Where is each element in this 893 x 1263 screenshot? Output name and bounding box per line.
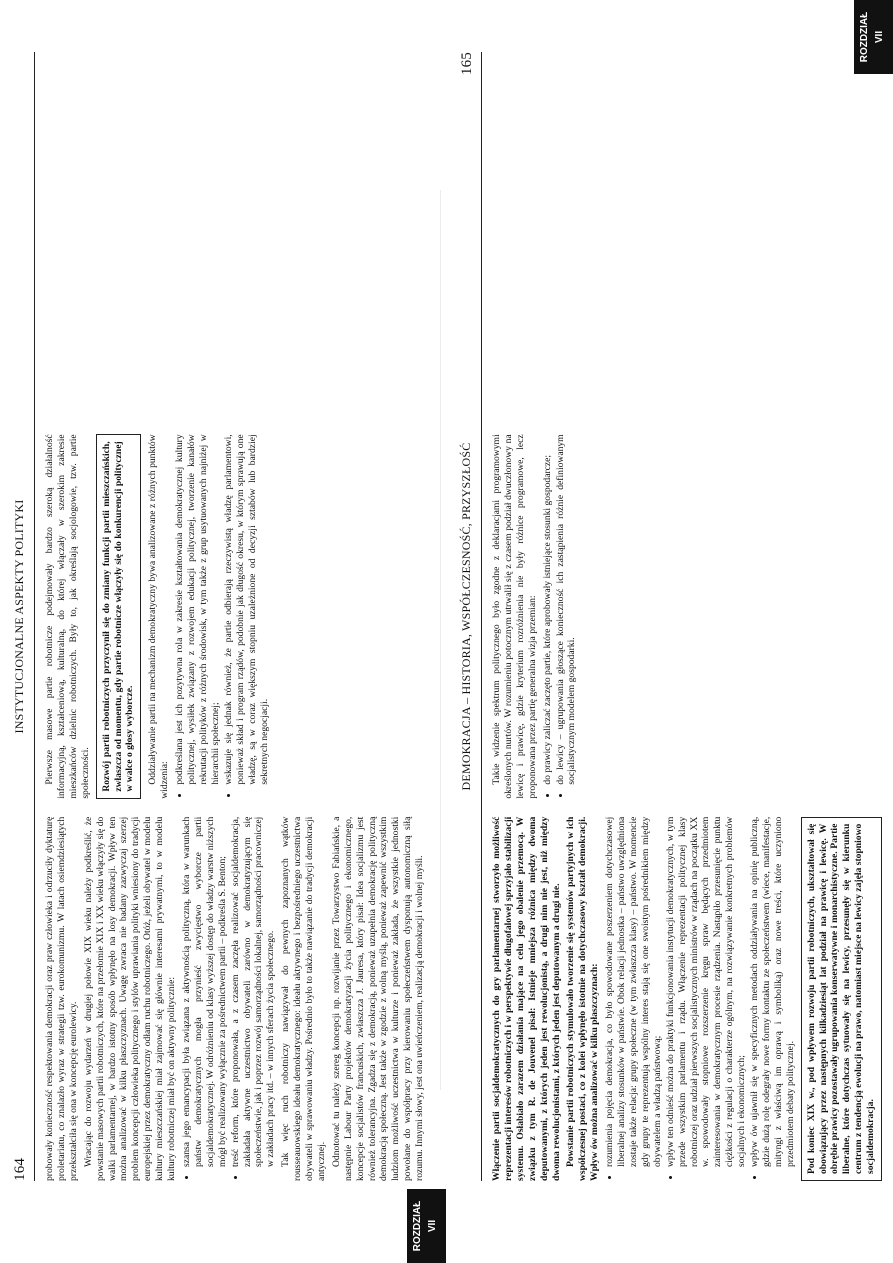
highlight-box: Rozwój partii robotniczych przyczynił się do zmiany funkcji partii mieszczańskich, zwłaszcza od momentu, gdy partie robotnicze włączyły się do konkurencji politycznej w walce o głosy wyborcze. [96,434,142,798]
page-number: 164 [12,1157,28,1181]
bullet-list [604,817,797,1181]
page-header [12,52,32,1181]
list-item: • podkreślana jest ich pozytywna rola w zakresie kształtowania demokratycznej kultury politycznej, wysiłek związany z rozwojem edukacji politycznej, tworzenie kanałów rekrutacji polityków z różnych środowisk, w tym także z grup usytuowanych najniżej w hierarchii społecznej; [174,434,222,784]
chapter-tab-number: VII [427,1219,438,1233]
list-item: • wpływ ten odnieść można do praktyki funkcjonowania instytucji demokratycznych, w tym przede wszystkim parlamentu i rządu. Włączenie reprezentacji politycznej klasy robotniczej oraz udział pierwszych socjalistycznych ministrów w rządach na początku XX w. spowodowały stopniowe rozszerzenie kręgu spraw będących przedmiotem zainteresowania w demokratycznym procesie rządzenia. Nastąpiło przesunięcie punktu ciężkości z regulacji o charakterze ogólnym, na rozwiązywanie konkretnych problemów socjalnych i ekonomicznych; [665,817,748,1167]
page-header [459,52,479,1181]
paragraph: Tak więc ruch robotniczy nawiązywał do pewnych zapoznanych wątków rousseauowskiego ideału demokratycznego: ideału aktywnego i bezpośredniego uczestnictwa obywateli w sprawowaniu władzy. Pośrednio było to także nawiązanie do tradycji demokracji antycznej. [280,816,327,1181]
page-number: 165 [459,52,475,76]
paragraph: Takie widzenie spektrum politycznego było zgodne z deklaracjami programowymi określonych nurtów. W rozumieniu potocznym utrwalił się z czasem podział dwuczłonowy na lewicę i prawicę, gdzie kryterium rozróżnienia nie były różnice programowe, lecz proponowana przez partię generalna wizja przemian: [491,434,538,799]
list-item: • wpływ ów ujawnił się w specyficznych metodach oddziaływania na opinię publiczną, gdzie dużą rolę odegrały nowe formy kontaktu ze społeczeństwem (wiece, manifestacje, mityngi z właściwą im oprawą i symboliką) oraz nowe treści, które uczyniono przedmiotem debaty politycznej. [749,817,797,1167]
page-165 [447,0,893,1263]
list-item: • wskazuje się jednak również, że partie odbierają rzeczywistą władzę parlamentowi, ponieważ skład i program rządów, podobnie jak długość okresu, w którym sprawują one władzę, są w coraz większym stopniu uzależnione od decyzji sztabów lub bardziej sekretnych negocjacji. [223,434,271,784]
paragraph: Wracając do rozwoju wydarzeń w drugiej połowie XIX wieku należy podkreślić, że powstanie masowych partii robotniczych, które na przełomie XIX i XX wieku włączyły się do walki parlamentarnej, w bardzo istotny sposób wpłynęło na losy demokracji. Wpływ ten można analizować w kilku płaszczyznach. Uwagę zwraca nie badany zazwyczaj szerzej problem koncepcji człowieka politycznego i stylów uprawiania polityki wniesiony do tradycji europejskiej przez demokratyczny odłam ruchu robotniczego. Otóż, jeżeli obywatel w modelu kultury mieszczańskiej miał zajmować się głównie interesami prywatnymi, to w modelu kultury robotniczej miał być on aktywny politycznie: [82,816,178,1181]
paragraph: Odnotować tu należy szereg koncepcji np. rozwijanie przez Towarzystwo Fabiańskie, a następnie Labour Party projektów demokratyzacji życia politycznego i ekonomicznego, koncepcje socjalistów francuskich, zwłaszcza J. Jauresa, który pisał: Idea socjalizmu jest również tolerancyjna. Zgadza się z demokracją, ponieważ uzupełnia demokrację polityczną demokracją społeczną. Jest także w zgodzie z wolną myślą, ponieważ zapewnić wszystkim ludziom możliwość uczestnictwa w kulturze i ponieważ zakłada, że wszystkie jednostki powołane do współpracy przy kierowaniu społeczeństwem dysponują autonomiczną siłą rozumu. Innymi słowy, jest ona uwieńczeniem, realizacją demokracji i wolnej myśli. [330,816,426,1181]
header-rule [34,52,35,1181]
bullet-list [181,817,277,1181]
running-head: INSTYTUCJONALNE ASPEKTY POLITYKI [12,499,26,734]
paragraph: Włączenie partii socjaldemokratycznych do gry parlamentarnej stworzyło możliwość reprezentacji interesów robotniczych i w perspektywie długofalowej sprzyjało stabilizacji systemu. Osłabiało zarazem działania mające na celu jego obalenie przemocą. W związku z tym R. de Jouvenel pisał: Istnieje mniejsza różnica między dwoma deputowanymi, z których jeden jest rewolucjonistą, a drugi nim nie jest, niż między dwoma rewolucjonistami, z których jeden jest deputowanym a drugi nie. [491,816,562,1181]
list-item: • rozumienia pojęcia demokracja, co było spowodowane poszerzeniem dotychczasowej liberalnej analizy stosunków w państwie. Obok relacji jednostka – państwo uwzględniona zostaje także relacja: grupy społeczne (w tym zwłaszcza klasy) – państwo. W momencie gdy grupy te reprezentują wspólny interes stają się one swoistym pośrednikiem między obywatelem a władzą państwową; [604,817,664,1167]
bullet-list [542,434,579,798]
chapter-tab-label: ROZDZIAŁ [412,1200,423,1252]
bullet-list [174,434,270,798]
paragraph: Powstanie partii robotniczych stymulowało tworzenie się systemów partyjnych w ich współczesnej postaci, co z kolei wpłynęło istotnie na dotychczasowy kształt demokracji. Wpływ ów można analizować w kilku płaszczyznach: [565,816,601,1181]
chapter-tab-number: VII [874,30,885,44]
body-text [44,52,436,1181]
paragraph: Oddziaływanie partii na mechanizm demokratyczny bywa analizowane z różnych punktów widzenia: [147,434,171,799]
paragraph: Pierwsze masowe partie robotnicze podejmowały bardzo szeroką działalność informacyjną, kształceniową, kulturalną, do której włączały w szerokim zakresie mieszkańców dzielnic robotniczych. Były to, jak określają socjologowie, tzw. partie społeczności. [44,434,91,799]
list-item: • treść reform, które proponowała, a z czasem zaczęła realizować socjaldemokracja, zakładała aktywne uczestnictwo obywateli zarówno w demokratyzującym się społeczeństwie, jak i poprzez rozwój samorządności lokalnej, samorządności pracowniczej w zakładach pracy itd. – w innych sferach życia społecznego. [230,817,278,1167]
running-head: DEMOKRACJA – HISTORIA, WSPÓŁCZESNOŚĆ, PRZYSZŁOŚĆ [459,442,473,791]
paragraph: probowały konieczność respektowania demokracji oraz praw człowieka i odrzuciły dyktaturę proletariatu, co znalazło wyraz w strategii tzw. eurokomunizmu. W latach osiemdziesiątych przekształciła się ona w koncepcję eurolewicy. [44,816,79,1181]
list-item: • szansa jego emancypacji była związana z aktywnością polityczną, która w warunkach państw demokratycznych mogła przynieść zwycięstwo wyborcze partii socjaldemokratycznej. W odróżnieniu od klasy wyższej dostęp do władzy warstw niższych mógł być realizowany wyłącznie za pośrednictwem partii – podkreśla S. Benton; [181,817,229,1167]
list-item: • do prawicy zaliczać zaczęto partie, które aprobowały istniejące stosunki gospodarcze; [542,434,554,784]
body-text [491,52,883,1181]
header-rule [481,52,482,1181]
chapter-tab-label: ROZDZIAŁ [859,11,870,63]
list-item: • do lewicy – ugrupowania głoszące konieczność ich zastąpienia różnie definiowanym socjalistycznym modelem gospodarki. [555,434,579,784]
page-164 [0,0,446,1263]
highlight-box: Pod koniec XIX w., pod wpływem rozwoju partii robotniczych, ukształtował się obowiązujący przez następnych kilkadziesiąt lat podział na prawicę i lewicę. W obrębie prawicy pozostawały ugrupowania konserwatywne i monarchistyczne. Partie liberalne, które dotychczas sytuowały się na lewicy, przesunęły się w kierunku centrum z tendencją ewolucji na prawo, natomiast miejsce na lewicy zajęła stopniowo socjaldemokracja. [801,817,882,1181]
chapter-tab [407,1189,446,1263]
